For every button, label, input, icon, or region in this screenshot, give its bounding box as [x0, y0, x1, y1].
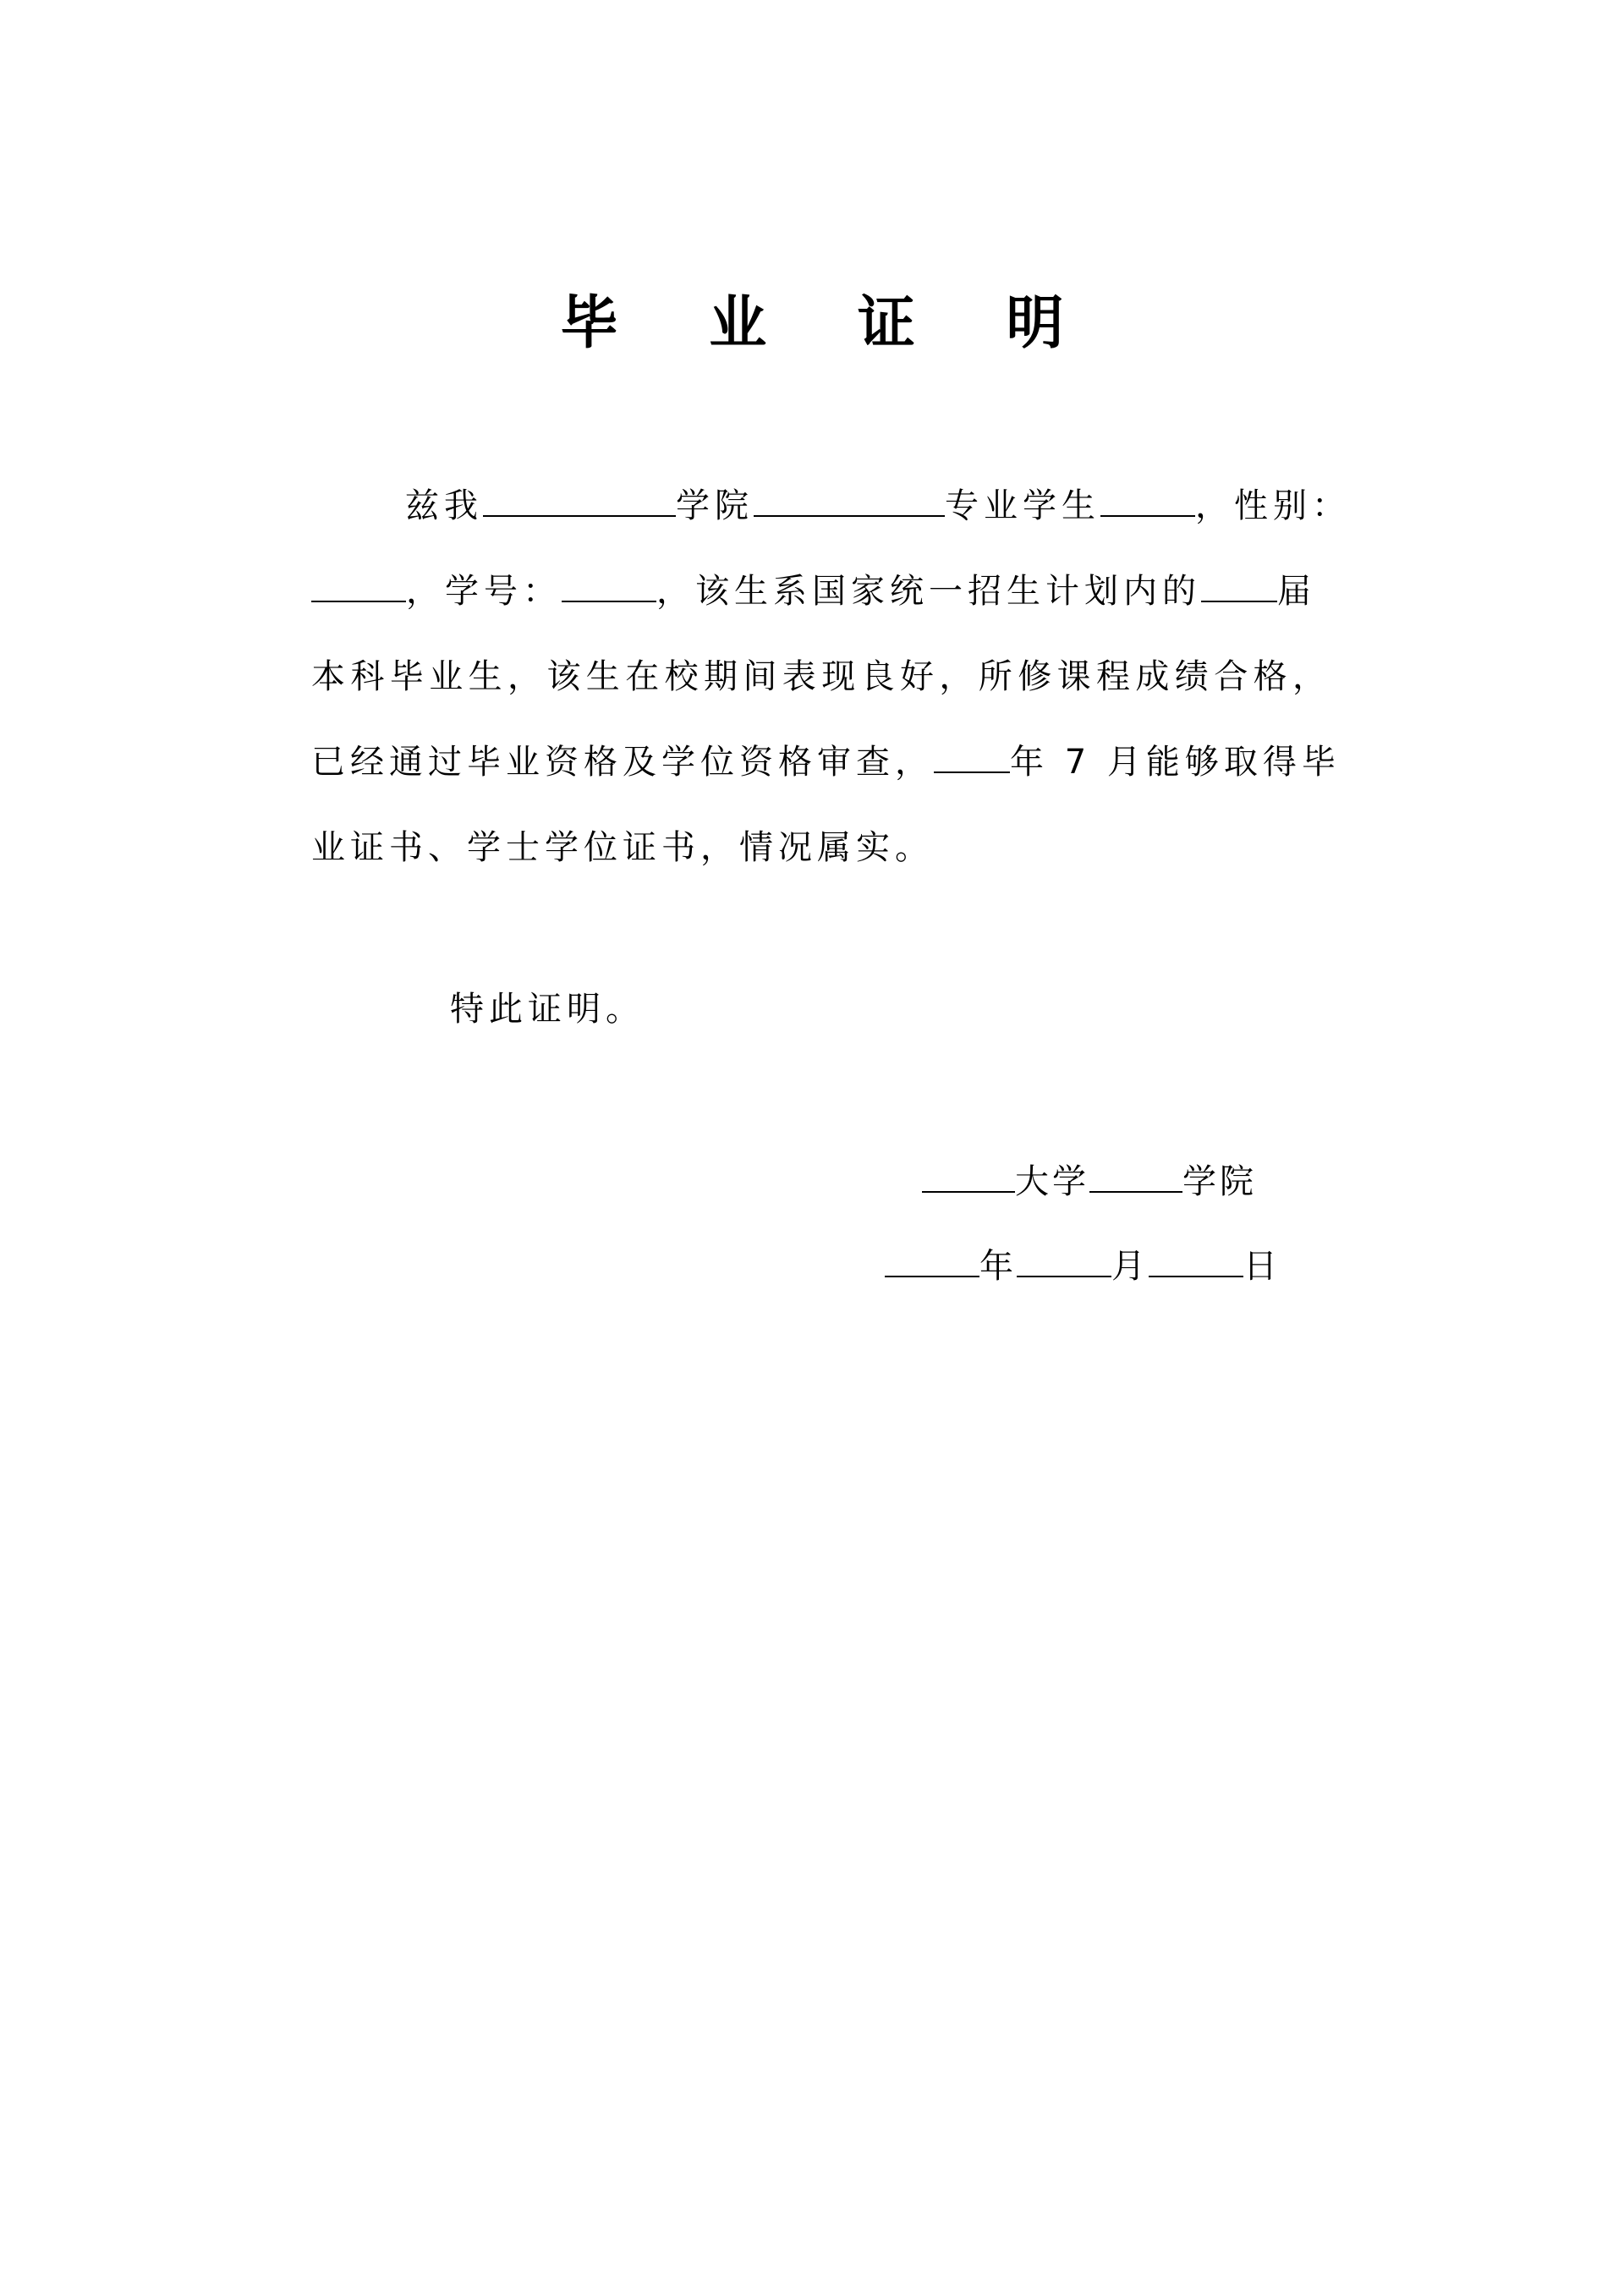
day-blank[interactable]: [1149, 1249, 1243, 1277]
university-suffix: 大学: [1015, 1162, 1089, 1201]
text-segment: 已经通过毕业资格及学位资格审查，: [311, 743, 934, 782]
year-blank[interactable]: [885, 1249, 979, 1277]
date-line: [885, 1228, 1281, 1304]
text-segment: ，学号：: [406, 572, 562, 611]
major-name-blank[interactable]: [754, 488, 945, 517]
college-suffix: 学院: [1182, 1162, 1257, 1201]
text-segment: 年 7 月能够取得毕: [1010, 743, 1341, 782]
month-label: 月: [1111, 1247, 1149, 1286]
gender-blank[interactable]: [311, 574, 406, 602]
college-signature-blank[interactable]: [1089, 1164, 1182, 1193]
graduation-class-blank[interactable]: [1201, 574, 1277, 602]
student-name-blank[interactable]: [1100, 488, 1195, 517]
month-blank[interactable]: [1017, 1249, 1111, 1277]
body-line-3: 本科毕业生，该生在校期间表现良好，所修课程成绩合格，: [311, 657, 1326, 696]
document-title: 毕 业 证 明: [560, 290, 1100, 357]
certificate-body: [311, 464, 1351, 891]
body-line-2: [311, 549, 1326, 634]
text-segment: ，性别：: [1195, 486, 1351, 525]
text-segment: ，该生系国家统一招生计划内的: [656, 572, 1201, 611]
closing-statement: 特此证明。: [450, 990, 645, 1029]
body-line-5: 业证书、学士学位证书，情况属实。: [311, 828, 934, 867]
university-name-blank[interactable]: [922, 1164, 1015, 1193]
college-name-blank[interactable]: [483, 488, 676, 517]
text-segment: 学院: [676, 486, 754, 525]
signature-line: [922, 1144, 1257, 1220]
day-label: 日: [1243, 1247, 1281, 1286]
graduation-year-blank[interactable]: [934, 744, 1010, 773]
year-label: 年: [979, 1247, 1017, 1286]
body-line-4: [311, 720, 1341, 805]
body-line-1: [311, 464, 1351, 549]
text-segment: 兹我: [405, 486, 483, 525]
text-segment: 届: [1277, 572, 1316, 611]
text-segment: 专业学生: [945, 486, 1100, 525]
student-id-blank[interactable]: [562, 574, 656, 602]
